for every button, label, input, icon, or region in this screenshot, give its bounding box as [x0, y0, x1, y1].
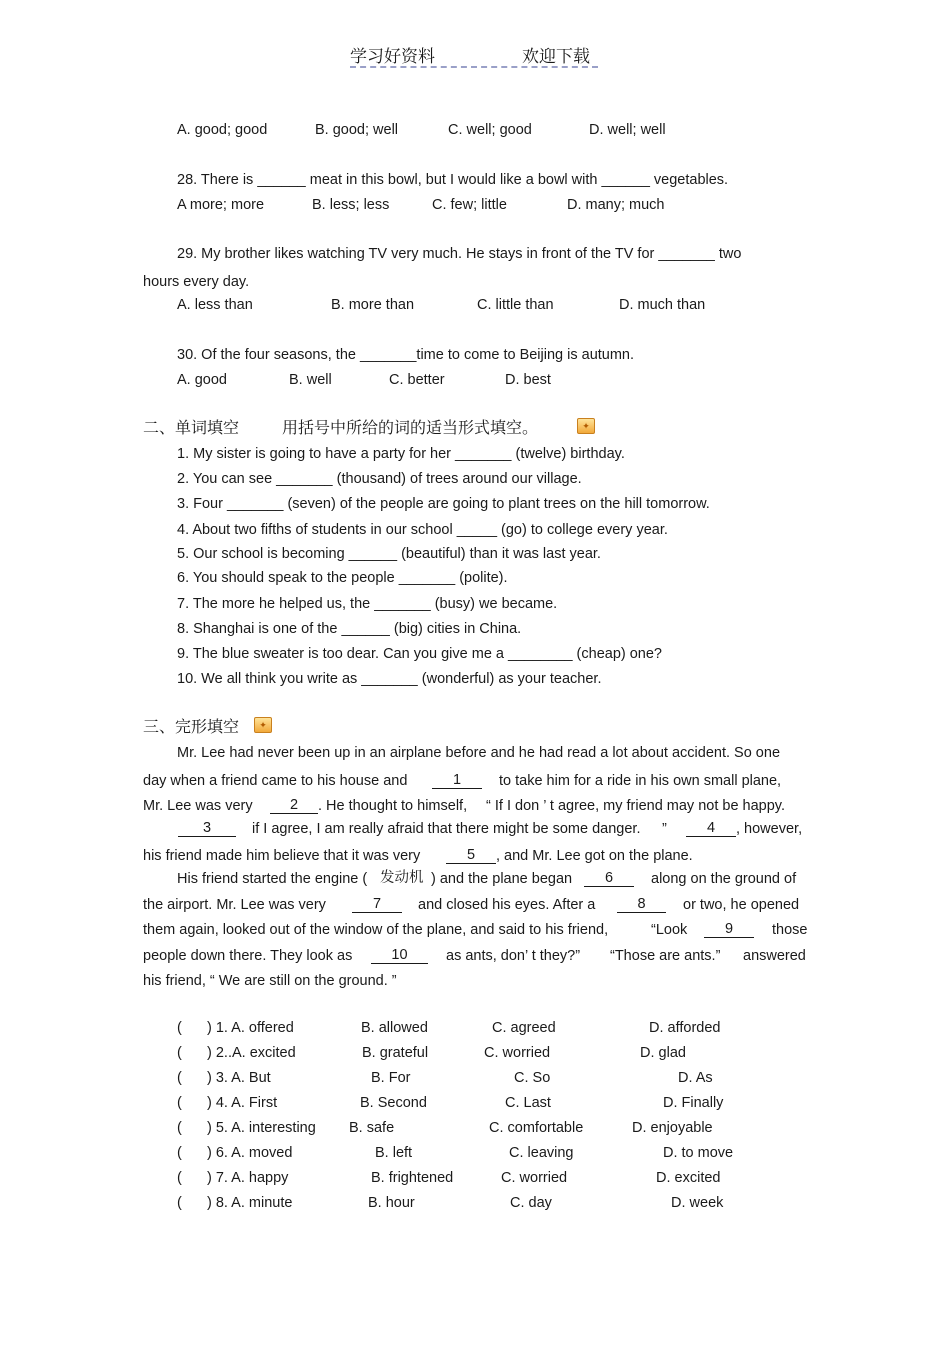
cloze-blank-2: 2 [270, 797, 318, 814]
fill-item-6: 6. You should speak to the people _______ (polite). [177, 570, 508, 586]
passage-line: ) and the plane began [431, 871, 573, 887]
cloze-blank-9: 9 [704, 921, 754, 938]
fill-item-9: 9. The blue sweater is too dear. Can you give me a ________ (cheap) one? [177, 646, 662, 662]
question-label: ) 3. A. But [207, 1070, 271, 1086]
section2-instruction: 用括号中所给的词的适当形式填空。 [282, 418, 539, 437]
passage-line: and closed his eyes. After a [418, 897, 596, 913]
question-option-b: B. Second [360, 1095, 427, 1111]
passage-line: His friend started the engine ( [177, 871, 368, 887]
question-label: ) 7. A. happy [207, 1170, 289, 1186]
q27-option-c: C. well; good [448, 122, 532, 138]
question-option-d: D. afforded [649, 1020, 721, 1036]
question-option-b: B. allowed [361, 1020, 428, 1036]
question-option-b: B. grateful [362, 1045, 429, 1061]
fill-item-2: 2. You can see _______ (thousand) of trees around our village. [177, 471, 582, 487]
passage-line: his friend made him believe that it was very [143, 848, 421, 864]
fill-item-1: 1. My sister is going to have a party for her _______ (twelve) birthday. [177, 446, 625, 462]
star-icon: ✦ [254, 717, 272, 733]
question-label: ) 8. A. minute [207, 1195, 293, 1211]
cloze-blank-1: 1 [432, 772, 482, 789]
cloze-blank-6: 6 [584, 870, 634, 887]
q30-text: 30. Of the four seasons, the _______time to come to Beijing is autumn. [177, 347, 635, 363]
q28-option-b: B. less; less [312, 197, 390, 213]
q29-option-a: A. less than [177, 297, 253, 313]
question-paren[interactable]: ( [177, 1145, 182, 1161]
question-label: ) 1. A. offered [207, 1020, 294, 1036]
header-left: 学习好资料 [350, 47, 435, 67]
section2-title: 二、单词填空 [143, 418, 240, 437]
passage-line: those [772, 922, 808, 938]
quote-mark: ” [662, 821, 667, 837]
cloze-blank-3: 3 [178, 820, 236, 837]
passage-chinese: 发动机 [380, 870, 424, 886]
q28-option-a: A more; more [177, 197, 265, 213]
question-option-d: D. glad [640, 1045, 686, 1061]
passage-line: Mr. Lee was very [143, 798, 253, 814]
passage-line: his friend, “ We are still on the ground. ” [143, 973, 397, 989]
cloze-blank-5: 5 [446, 847, 496, 864]
passage-line: day when a friend came to his house and [143, 773, 408, 789]
question-option-d: D. Finally [663, 1095, 724, 1111]
q28-option-c: C. few; little [432, 197, 507, 213]
question-option-d: D. to move [663, 1145, 734, 1161]
q27-option-a: A. good; good [177, 122, 268, 138]
question-option-c: C. Last [505, 1095, 551, 1111]
question-paren[interactable]: ( [177, 1020, 182, 1036]
q29-line1: 29. My brother likes watching TV very much. He stays in front of the TV for _______ two [177, 246, 742, 262]
fill-item-8: 8. Shanghai is one of the ______ (big) cities in China. [177, 621, 522, 637]
q30-option-a: A. good [177, 372, 227, 388]
fill-item-3: 3. Four _______ (seven) of the people are going to plant trees on the hill tomorrow. [177, 496, 710, 512]
q29-option-b: B. more than [331, 297, 415, 313]
q29-line2: hours every day. [143, 274, 250, 290]
cloze-blank-7: 7 [352, 896, 402, 913]
passage-line: “Those are ants.” [610, 948, 721, 964]
question-paren[interactable]: ( [177, 1070, 182, 1086]
passage-line: . He thought to himself, [318, 798, 468, 814]
fill-item-7: 7. The more he helped us, the _______ (busy) we became. [177, 596, 558, 612]
passage-line: the airport. Mr. Lee was very [143, 897, 326, 913]
question-option-b: B. safe [349, 1120, 395, 1136]
passage-line: or two, he opened [683, 897, 800, 913]
question-paren[interactable]: ( [177, 1195, 182, 1211]
passage-line: to take him for a ride in his own small plane, [499, 773, 782, 789]
question-label: ) 4. A. First [207, 1095, 278, 1111]
question-option-c: C. worried [484, 1045, 551, 1061]
cloze-blank-8: 8 [617, 896, 666, 913]
page-header [350, 40, 598, 68]
passage-line: “Look [651, 922, 688, 938]
question-option-c: C. worried [501, 1170, 568, 1186]
header-right: 欢迎下载 [522, 47, 590, 67]
question-option-b: B. left [375, 1145, 413, 1161]
cloze-blank-4: 4 [686, 820, 736, 837]
q27-option-d: D. well; well [589, 122, 666, 138]
question-label: ) 5. A. interesting [207, 1120, 316, 1136]
star-icon: ✦ [577, 418, 595, 434]
question-option-d: D. enjoyable [632, 1120, 713, 1136]
q30-option-d: D. best [505, 372, 551, 388]
question-option-b: B. hour [368, 1195, 415, 1211]
passage-line: as ants, don’ t they?” [446, 948, 581, 964]
passage-line: if I agree, I am really afraid that there might be some danger. [252, 821, 641, 837]
question-option-b: B. For [371, 1070, 411, 1086]
q29-option-d: D. much than [619, 297, 706, 313]
passage-line: them again, looked out of the window of the plane, and said to his friend, [143, 922, 609, 938]
question-paren[interactable]: ( [177, 1095, 182, 1111]
passage-line: answered [743, 948, 806, 964]
question-option-c: C. agreed [492, 1020, 556, 1036]
question-paren[interactable]: ( [177, 1170, 182, 1186]
q29-option-c: C. little than [477, 297, 554, 313]
question-option-c: C. So [514, 1070, 551, 1086]
passage-line: , however, [736, 821, 803, 837]
q28-text: 28. There is ______ meat in this bowl, but I would like a bowl with ______ vegetables. [177, 172, 729, 188]
question-option-d: D. week [671, 1195, 724, 1211]
passage-line: , and Mr. Lee got on the plane. [496, 848, 693, 864]
q30-option-c: C. better [389, 372, 445, 388]
q28-option-d: D. many; much [567, 197, 665, 213]
q27-option-b: B. good; well [315, 122, 399, 138]
cloze-blank-10: 10 [371, 947, 428, 964]
passage-line: “ If I don ’ t agree, my friend may not be happy. [486, 798, 786, 814]
question-label: ) 6. A. moved [207, 1145, 293, 1161]
q30-option-b: B. well [289, 372, 332, 388]
question-option-d: D. As [678, 1070, 713, 1086]
question-label: ) 2..A. excited [207, 1045, 296, 1061]
fill-item-10: 10. We all think you write as _______ (wonderful) as your teacher. [177, 671, 602, 687]
question-paren[interactable]: ( [177, 1045, 182, 1061]
question-option-c: C. leaving [509, 1145, 574, 1161]
question-option-c: C. comfortable [489, 1120, 584, 1136]
fill-item-4: 4. About two fifths of students in our school _____ (go) to college every year. [177, 522, 668, 538]
question-paren[interactable]: ( [177, 1120, 182, 1136]
passage-line: Mr. Lee had never been up in an airplane before and he had read a lot about accident. So one [177, 745, 781, 761]
question-option-b: B. frightened [371, 1170, 454, 1186]
question-option-d: D. excited [656, 1170, 721, 1186]
section3-title: 三、完形填空 [143, 717, 240, 736]
passage-line: along on the ground of [651, 871, 797, 887]
question-option-c: C. day [510, 1195, 552, 1211]
fill-item-5: 5. Our school is becoming ______ (beautiful) than it was last year. [177, 546, 601, 562]
passage-line: people down there. They look as [143, 948, 353, 964]
